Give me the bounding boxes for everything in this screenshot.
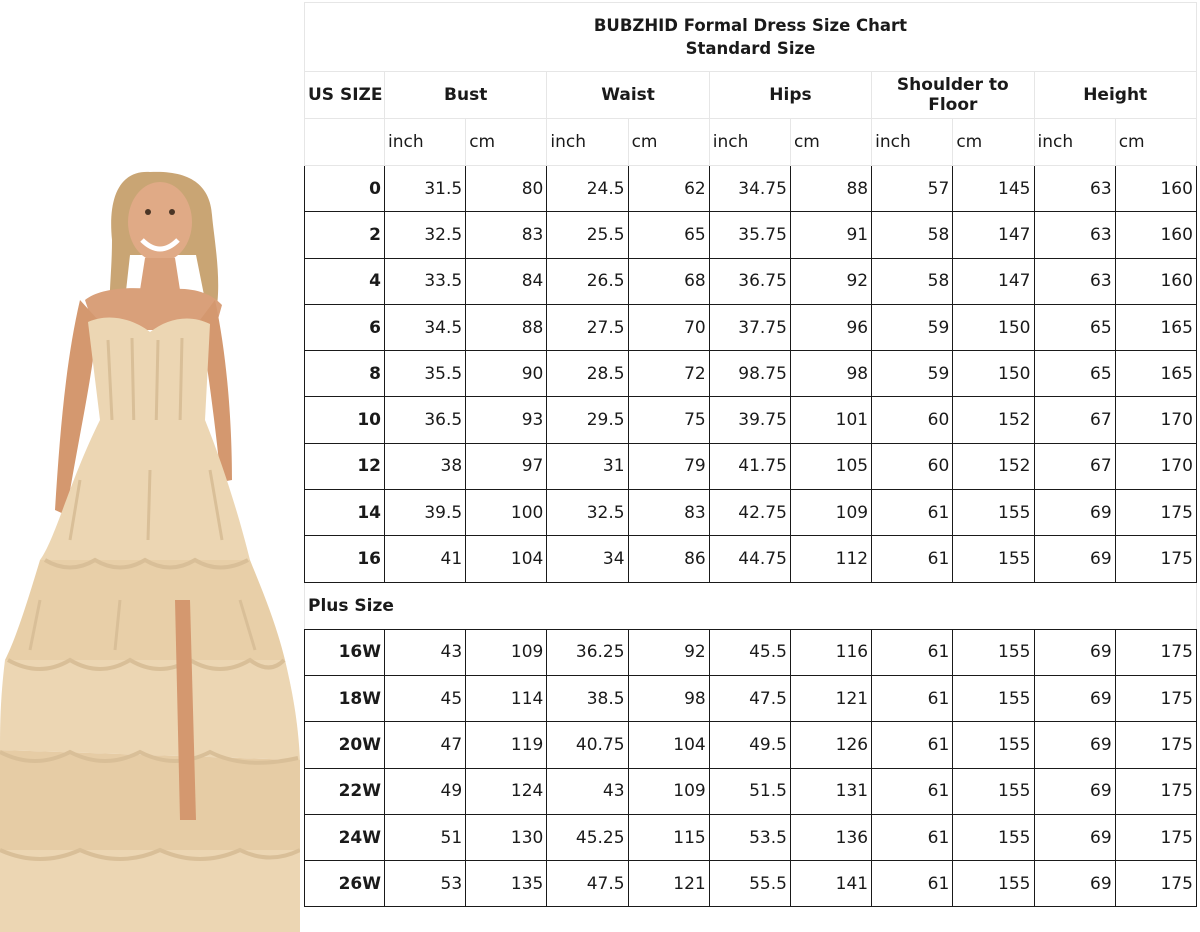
measurement-cell: 92	[790, 258, 871, 304]
measurement-cell: 83	[466, 212, 547, 258]
measurement-cell: 65	[1034, 351, 1115, 397]
measurement-cell: 105	[790, 443, 871, 489]
measurement-cell: 53	[385, 861, 466, 907]
table-row	[305, 304, 1197, 350]
measurement-cell: 175	[1115, 629, 1196, 675]
measurement-cell: 69	[1034, 490, 1115, 536]
measurement-cell: 175	[1115, 490, 1196, 536]
measurement-cell: 150	[953, 304, 1034, 350]
measurement-cell: 65	[628, 212, 709, 258]
measurement-cell: 70	[628, 304, 709, 350]
measurement-cell: 165	[1115, 304, 1196, 350]
measurement-cell: 55.5	[709, 861, 790, 907]
measurement-cell: 42.75	[709, 490, 790, 536]
measurement-cell: 41.75	[709, 443, 790, 489]
measurement-cell: 61	[872, 768, 953, 814]
measurement-cell: 92	[628, 629, 709, 675]
dress-illustration	[0, 0, 300, 932]
measurement-cell: 97	[466, 443, 547, 489]
measurement-cell: 25.5	[547, 212, 628, 258]
table-row	[305, 166, 1197, 212]
shoulder-to-floor-header: Shoulder to Floor	[872, 72, 1034, 119]
table-row	[305, 722, 1197, 768]
table-row	[305, 675, 1197, 721]
hips-header: Hips	[709, 72, 871, 119]
measurement-cell: 126	[790, 722, 871, 768]
measurement-cell: 160	[1115, 212, 1196, 258]
measurement-cell: 28.5	[547, 351, 628, 397]
measurement-cell: 61	[872, 814, 953, 860]
size-chart	[304, 2, 1196, 907]
measurement-cell: 119	[466, 722, 547, 768]
measurement-cell: 155	[953, 629, 1034, 675]
measurement-cell: 104	[466, 536, 547, 582]
measurement-cell: 29.5	[547, 397, 628, 443]
size-cell: 2	[305, 212, 385, 258]
measurement-cell: 112	[790, 536, 871, 582]
waist-header: Waist	[547, 72, 709, 119]
table-row	[305, 629, 1197, 675]
measurement-cell: 160	[1115, 166, 1196, 212]
measurement-cell: 63	[1034, 212, 1115, 258]
measurement-cell: 35.5	[385, 351, 466, 397]
measurement-cell: 175	[1115, 536, 1196, 582]
table-row	[305, 861, 1197, 907]
measurement-cell: 67	[1034, 443, 1115, 489]
measurement-cell: 69	[1034, 768, 1115, 814]
measurement-cell: 101	[790, 397, 871, 443]
measurement-cell: 69	[1034, 722, 1115, 768]
chart-subtitle: Standard Size	[685, 39, 816, 58]
measurement-cell: 141	[790, 861, 871, 907]
us-size-header: US SIZE	[305, 72, 385, 119]
size-chart-body	[305, 3, 1197, 907]
measurement-cell: 155	[953, 490, 1034, 536]
measurement-cell: 165	[1115, 351, 1196, 397]
measurement-cell: 155	[953, 675, 1034, 721]
measurement-cell: 34.5	[385, 304, 466, 350]
measurement-cell: 60	[872, 443, 953, 489]
measurement-cell: 150	[953, 351, 1034, 397]
measurement-cell: 45.25	[547, 814, 628, 860]
measurement-cell: 136	[790, 814, 871, 860]
unit-inch: inch	[547, 119, 628, 166]
measurement-cell: 155	[953, 536, 1034, 582]
table-row	[305, 351, 1197, 397]
measurement-cell: 131	[790, 768, 871, 814]
title-row	[305, 3, 1197, 72]
table-row	[305, 397, 1197, 443]
measurement-cell: 47	[385, 722, 466, 768]
measurement-cell: 79	[628, 443, 709, 489]
measurement-cell: 124	[466, 768, 547, 814]
unit-cm: cm	[466, 119, 547, 166]
unit-cm: cm	[953, 119, 1034, 166]
measurement-cell: 63	[1034, 166, 1115, 212]
measurement-cell: 59	[872, 304, 953, 350]
dress-model-photo	[0, 0, 300, 932]
measurement-cell: 58	[872, 258, 953, 304]
table-row	[305, 536, 1197, 582]
size-cell: 4	[305, 258, 385, 304]
measurement-cell: 63	[1034, 258, 1115, 304]
plus-size-label: Plus Size	[305, 582, 1197, 629]
measurement-cell: 69	[1034, 536, 1115, 582]
unit-inch: inch	[872, 119, 953, 166]
measurement-cell: 31.5	[385, 166, 466, 212]
measurement-cell: 49	[385, 768, 466, 814]
size-cell: 24W	[305, 814, 385, 860]
measurement-cell: 135	[466, 861, 547, 907]
measurement-cell: 152	[953, 443, 1034, 489]
unit-inch: inch	[1034, 119, 1115, 166]
measurement-cell: 72	[628, 351, 709, 397]
measurement-cell: 61	[872, 536, 953, 582]
table-row	[305, 768, 1197, 814]
measurement-cell: 49.5	[709, 722, 790, 768]
measurement-cell: 121	[790, 675, 871, 721]
plus-size-row	[305, 582, 1197, 629]
measurement-cell: 51.5	[709, 768, 790, 814]
measurement-cell: 43	[547, 768, 628, 814]
measurement-cell: 69	[1034, 675, 1115, 721]
size-cell: 6	[305, 304, 385, 350]
measurement-cell: 69	[1034, 861, 1115, 907]
measurement-cell: 96	[790, 304, 871, 350]
measurement-cell: 145	[953, 166, 1034, 212]
measurement-cell: 88	[790, 166, 871, 212]
measurement-cell: 62	[628, 166, 709, 212]
measurement-cell: 115	[628, 814, 709, 860]
measurement-cell: 58	[872, 212, 953, 258]
measurement-cell: 147	[953, 258, 1034, 304]
measurement-cell: 88	[466, 304, 547, 350]
size-cell: 16	[305, 536, 385, 582]
measurement-cell: 155	[953, 861, 1034, 907]
measurement-cell: 36.25	[547, 629, 628, 675]
measurement-cell: 100	[466, 490, 547, 536]
size-cell: 22W	[305, 768, 385, 814]
table-row	[305, 212, 1197, 258]
size-cell: 16W	[305, 629, 385, 675]
measurement-cell: 27.5	[547, 304, 628, 350]
measurement-cell: 109	[466, 629, 547, 675]
size-cell: 20W	[305, 722, 385, 768]
measurement-cell: 33.5	[385, 258, 466, 304]
measurement-cell: 37.75	[709, 304, 790, 350]
size-cell: 8	[305, 351, 385, 397]
unit-cm: cm	[628, 119, 709, 166]
chart-title-cell	[305, 3, 1197, 72]
measurement-cell: 155	[953, 768, 1034, 814]
unit-cm: cm	[1115, 119, 1196, 166]
measurement-cell: 84	[466, 258, 547, 304]
measurement-cell: 69	[1034, 814, 1115, 860]
measurement-cell: 51	[385, 814, 466, 860]
measurement-cell: 34.75	[709, 166, 790, 212]
size-cell: 10	[305, 397, 385, 443]
measurement-cell: 39.5	[385, 490, 466, 536]
measurement-cell: 147	[953, 212, 1034, 258]
measurement-cell: 114	[466, 675, 547, 721]
measurement-cell: 98.75	[709, 351, 790, 397]
measurement-cell: 26.5	[547, 258, 628, 304]
measurement-cell: 36.75	[709, 258, 790, 304]
measurement-cell: 175	[1115, 722, 1196, 768]
measurement-cell: 67	[1034, 397, 1115, 443]
unit-row	[305, 119, 1197, 166]
measurement-cell: 61	[872, 722, 953, 768]
measurement-cell: 116	[790, 629, 871, 675]
size-cell: 14	[305, 490, 385, 536]
size-cell: 0	[305, 166, 385, 212]
measurement-cell: 175	[1115, 768, 1196, 814]
size-chart-table	[304, 2, 1197, 907]
measurement-cell: 109	[790, 490, 871, 536]
measurement-cell: 40.75	[547, 722, 628, 768]
measurement-cell: 59	[872, 351, 953, 397]
measurement-cell: 68	[628, 258, 709, 304]
measurement-cell: 38	[385, 443, 466, 489]
measurement-cell: 61	[872, 629, 953, 675]
measurement-cell: 175	[1115, 675, 1196, 721]
header-row	[305, 72, 1197, 119]
measurement-cell: 38.5	[547, 675, 628, 721]
table-row	[305, 814, 1197, 860]
size-cell: 18W	[305, 675, 385, 721]
measurement-cell: 47.5	[709, 675, 790, 721]
measurement-cell: 44.75	[709, 536, 790, 582]
measurement-cell: 170	[1115, 397, 1196, 443]
measurement-cell: 47.5	[547, 861, 628, 907]
bust-header: Bust	[385, 72, 547, 119]
measurement-cell: 91	[790, 212, 871, 258]
measurement-cell: 152	[953, 397, 1034, 443]
measurement-cell: 45.5	[709, 629, 790, 675]
measurement-cell: 35.75	[709, 212, 790, 258]
measurement-cell: 98	[790, 351, 871, 397]
table-row	[305, 490, 1197, 536]
measurement-cell: 41	[385, 536, 466, 582]
chart-title: BUBZHID Formal Dress Size Chart	[593, 16, 908, 35]
measurement-cell: 109	[628, 768, 709, 814]
unit-inch: inch	[385, 119, 466, 166]
size-cell: 26W	[305, 861, 385, 907]
measurement-cell: 43	[385, 629, 466, 675]
measurement-cell: 61	[872, 490, 953, 536]
measurement-cell: 175	[1115, 861, 1196, 907]
measurement-cell: 57	[872, 166, 953, 212]
measurement-cell: 53.5	[709, 814, 790, 860]
measurement-cell: 61	[872, 861, 953, 907]
measurement-cell: 34	[547, 536, 628, 582]
unit-inch: inch	[709, 119, 790, 166]
measurement-cell: 130	[466, 814, 547, 860]
measurement-cell: 98	[628, 675, 709, 721]
measurement-cell: 69	[1034, 629, 1115, 675]
measurement-cell: 39.75	[709, 397, 790, 443]
measurement-cell: 170	[1115, 443, 1196, 489]
measurement-cell: 155	[953, 722, 1034, 768]
measurement-cell: 32.5	[385, 212, 466, 258]
size-cell: 12	[305, 443, 385, 489]
height-header: Height	[1034, 72, 1196, 119]
measurement-cell: 61	[872, 675, 953, 721]
measurement-cell: 60	[872, 397, 953, 443]
measurement-cell: 32.5	[547, 490, 628, 536]
table-row	[305, 258, 1197, 304]
measurement-cell: 175	[1115, 814, 1196, 860]
measurement-cell: 45	[385, 675, 466, 721]
unit-blank-cell	[305, 119, 385, 166]
measurement-cell: 160	[1115, 258, 1196, 304]
unit-cm: cm	[790, 119, 871, 166]
measurement-cell: 155	[953, 814, 1034, 860]
measurement-cell: 121	[628, 861, 709, 907]
measurement-cell: 86	[628, 536, 709, 582]
measurement-cell: 80	[466, 166, 547, 212]
measurement-cell: 24.5	[547, 166, 628, 212]
measurement-cell: 104	[628, 722, 709, 768]
measurement-cell: 75	[628, 397, 709, 443]
measurement-cell: 90	[466, 351, 547, 397]
measurement-cell: 36.5	[385, 397, 466, 443]
table-row	[305, 443, 1197, 489]
measurement-cell: 93	[466, 397, 547, 443]
measurement-cell: 31	[547, 443, 628, 489]
measurement-cell: 65	[1034, 304, 1115, 350]
measurement-cell: 83	[628, 490, 709, 536]
